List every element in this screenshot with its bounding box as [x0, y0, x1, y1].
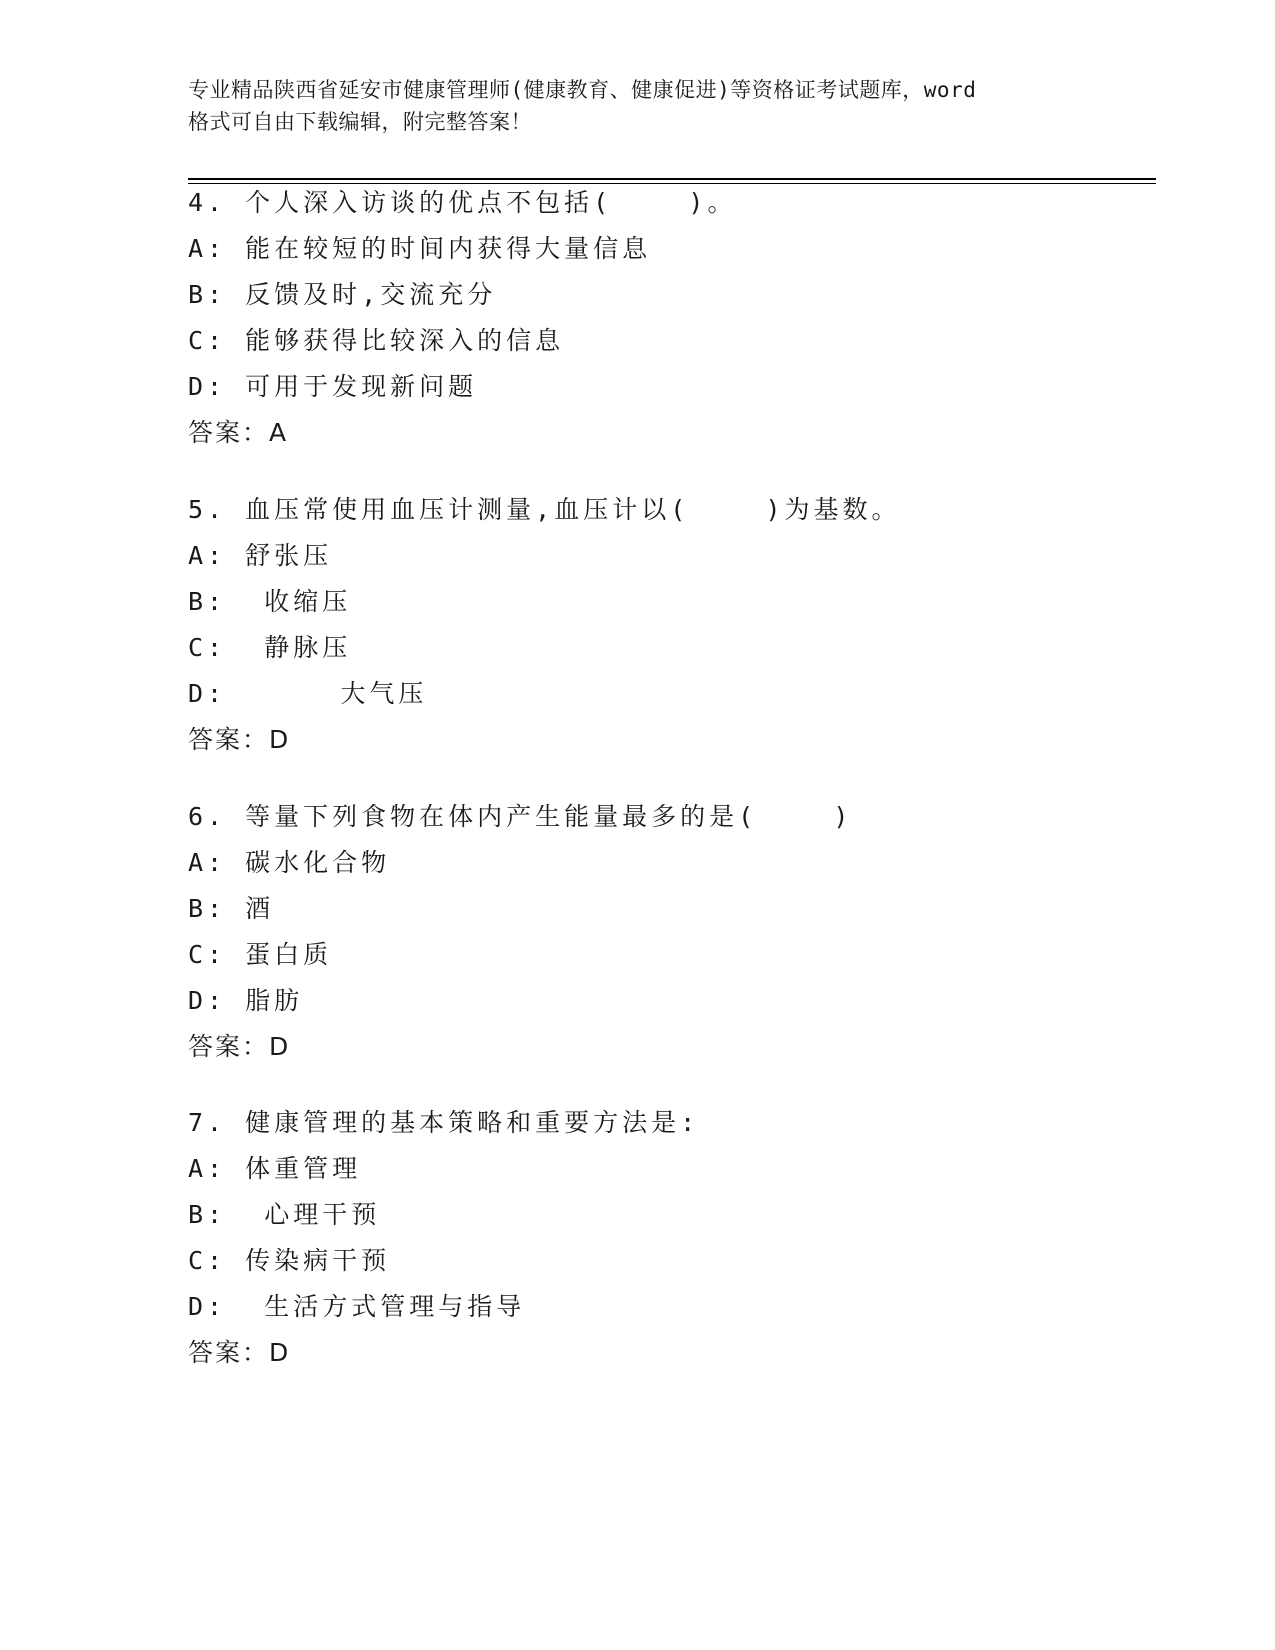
question-4 — [188, 180, 1188, 456]
option-a: A: 碳水化合物 — [188, 848, 391, 877]
option-c: C: 能够获得比较深入的信息 — [188, 326, 565, 355]
question-5 — [188, 487, 1188, 763]
option-c: C: 蛋白质 — [188, 940, 333, 969]
option-b: B: 心理干预 — [188, 1200, 381, 1229]
header-line-2: 格式可自由下载编辑，附完整答案！ — [188, 110, 532, 134]
answer-label: 答案：D — [188, 1338, 291, 1367]
question-stem: 4. 个人深入访谈的优点不包括( )。 — [188, 188, 737, 217]
option-b: B: 酒 — [188, 894, 275, 923]
answer-label: 答案：A — [188, 418, 289, 447]
option-c: C: 传染病干预 — [188, 1246, 391, 1275]
option-a: A: 体重管理 — [188, 1154, 362, 1183]
option-d: D: 大气压 — [188, 679, 428, 708]
option-b: B: 反馈及时,交流充分 — [188, 280, 497, 309]
header-line-1: 专业精品陕西省延安市健康管理师(健康教育、健康促进)等资格证考试题库，word — [188, 78, 977, 102]
option-a: A: 舒张压 — [188, 541, 333, 570]
option-b: B: 收缩压 — [188, 587, 352, 616]
question-stem: 5. 血压常使用血压计测量,血压计以( )为基数。 — [188, 495, 901, 524]
option-a: A: 能在较短的时间内获得大量信息 — [188, 234, 652, 263]
answer-label: 答案：D — [188, 1032, 291, 1061]
question-6 — [188, 794, 1188, 1070]
question-stem: 7. 健康管理的基本策略和重要方法是: — [188, 1108, 700, 1137]
question-7 — [188, 1100, 1188, 1376]
question-stem: 6. 等量下列食物在体内产生能量最多的是( ) — [188, 802, 853, 831]
answer-label: 答案：D — [188, 725, 291, 754]
option-d: D: 生活方式管理与指导 — [188, 1292, 526, 1321]
document-header — [188, 74, 1088, 138]
option-d: D: 可用于发现新问题 — [188, 372, 478, 401]
option-c: C: 静脉压 — [188, 633, 352, 662]
option-d: D: 脂肪 — [188, 986, 304, 1015]
